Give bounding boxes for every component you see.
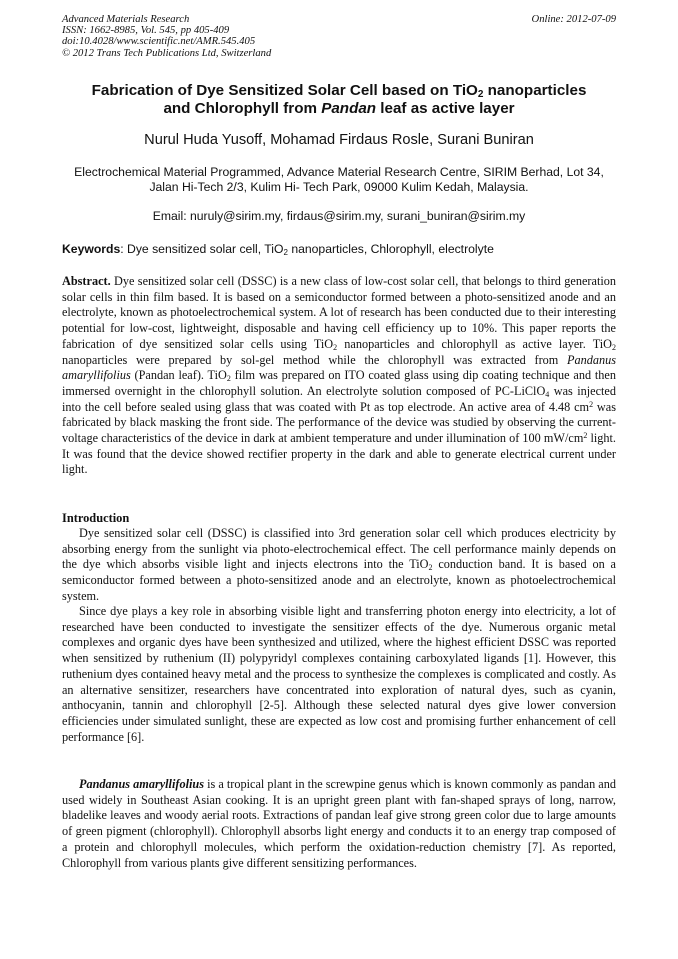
keywords: Keywords: Dye sensitized solar cell, TiO$_2$ nanoparticles, Chlorophyll, electrolyte: [62, 242, 494, 257]
journal-meta: [62, 14, 271, 59]
paper-title: Fabrication of Dye Sensitized Solar Cell based on TiO$_2$ nanoparticles and Chlorophyll from Pandan leaf as active layer: [91, 82, 587, 117]
intro-paragraph-3: Pandanus amaryllifolius is a tropical plant in the screwpine genus which is known commonly as pandan and used widely in Southeast Asian cooking. It is an upright green plant with fan-shaped sprays of long, narrow, bladelike leaves and woody aerial roots. Extractions of pandan leaf give strong green color due to large amounts of green pigment (chlorophyll). Chlorophyll absorbs light energy and conducts it to an energy trap composed of a protein and chlorophyll molecules, which perform the oxidation-reduction chemistry [7]. As reported, Chlorophyll from various plants give different sensitizing performances.: [62, 777, 616, 870]
email-line: Email: nuruly@sirim.my, firdaus@sirim.my, surani_buniran@sirim.my: [152, 209, 526, 223]
intro-paragraph-2: Since dye plays a key role in absorbing visible light and transferring photon energy into electricity, a lot of researched have been conducted to investigate the sensitizer effects of the dye. Numerous organic metal complexes and organic dyes have been synthesized and utilized, where the highest efficient DSSC was reported when sensitized by ruthenium (II) polypyridyl complexes containing carboxylated ligands [1]. However, this ruthenium dyes contained heavy metal and the process to synthesize the complexes is complicated and costly. As an alternative sensitizer, researchers have concentrated into exploration of natural dyes, such as cyanin, anthocyanin, tannin and chlorophyll [2-5]. Although these selected natural dyes give lower conversion efficiencies under simulated sunlight, these are expected as low cost and promising further enhancement of cell performance [6].: [62, 604, 616, 744]
keywords-label: Keywords: [62, 242, 121, 256]
abstract-label: Abstract.: [62, 274, 111, 288]
intro-paragraph-1: Dye sensitized solar cell (DSSC) is classified into 3rd generation solar cell which produces electricity by absorbing energy from the sunlight via photo-electrochemical effect. The cell performance mainly depends on the dye which absorbs visible light and injects electrons into the TiO$_2$ conduction band. It is based on a semiconductor formed between a photo-sensitized anode and an electrolyte, known as photoelectrochemical system.: [62, 526, 616, 603]
introduction-heading: Introduction: [62, 511, 130, 525]
journal-name: Advanced Materials Research: [62, 14, 190, 25]
affiliation: Electrochemical Material Programmed, Advance Material Research Centre, SIRIM Berhad, Lot 34, Jalan Hi-Tech 2/3, Kulim Hi- Tech Park, 09000 Kulim Kedah, Malaysia.: [74, 165, 604, 194]
doi-line: doi:10.4028/www.scientific.net/AMR.545.405: [62, 36, 256, 48]
authors: Nurul Huda Yusoff, Mohamad Firdaus Rosle, Surani Buniran: [144, 132, 534, 148]
issn-line: ISSN: 1662-8985, Vol. 545, pp 405-409: [62, 25, 230, 37]
copyright-line: © 2012 Trans Tech Publications Ltd, Switzerland: [62, 47, 272, 59]
online-date: Online: 2012-07-09: [531, 14, 616, 25]
abstract: Abstract. Dye sensitized solar cell (DSSC) is a new class of low-cost solar cell, that belongs to third generation solar cells in thin film based. It is based on a semiconductor formed between a photo-sensitized anode and an electrolyte, known as photoelectrochemical system. A lot of research has been conducted due to their interesting potential for low-cost, lightweight, disposable and having cell efficiency up to 10%. This paper reports the fabrication of dye sensitized solar cells using TiO$_2$ nanoparticles and chlorophyll as active layer. TiO$_2$ nanoparticles were prepared by sol-gel method while the chlorophyll was extracted from Pandanus amaryllifolius (Pandan leaf). TiO$_2$ film was prepared on ITO coated glass using dip coating technique and then immersed overnight in the chlorophyll solution. An electrolyte solution composed of PC-LiClO$_4$ was injected into the cell before sealed using glass that was coated with Pt as top electrode. An active area of 4.48 $cm^2$ was fabricated by black masking the front side. The performance of the device was studied by observing the current-voltage characteristics of the device in dark at ambient temperature and under illumination of 100 $mW/cm^2$ light. It was found that the device showed rectifier property in the dark and able to generate electrical current under light.: [62, 274, 616, 477]
